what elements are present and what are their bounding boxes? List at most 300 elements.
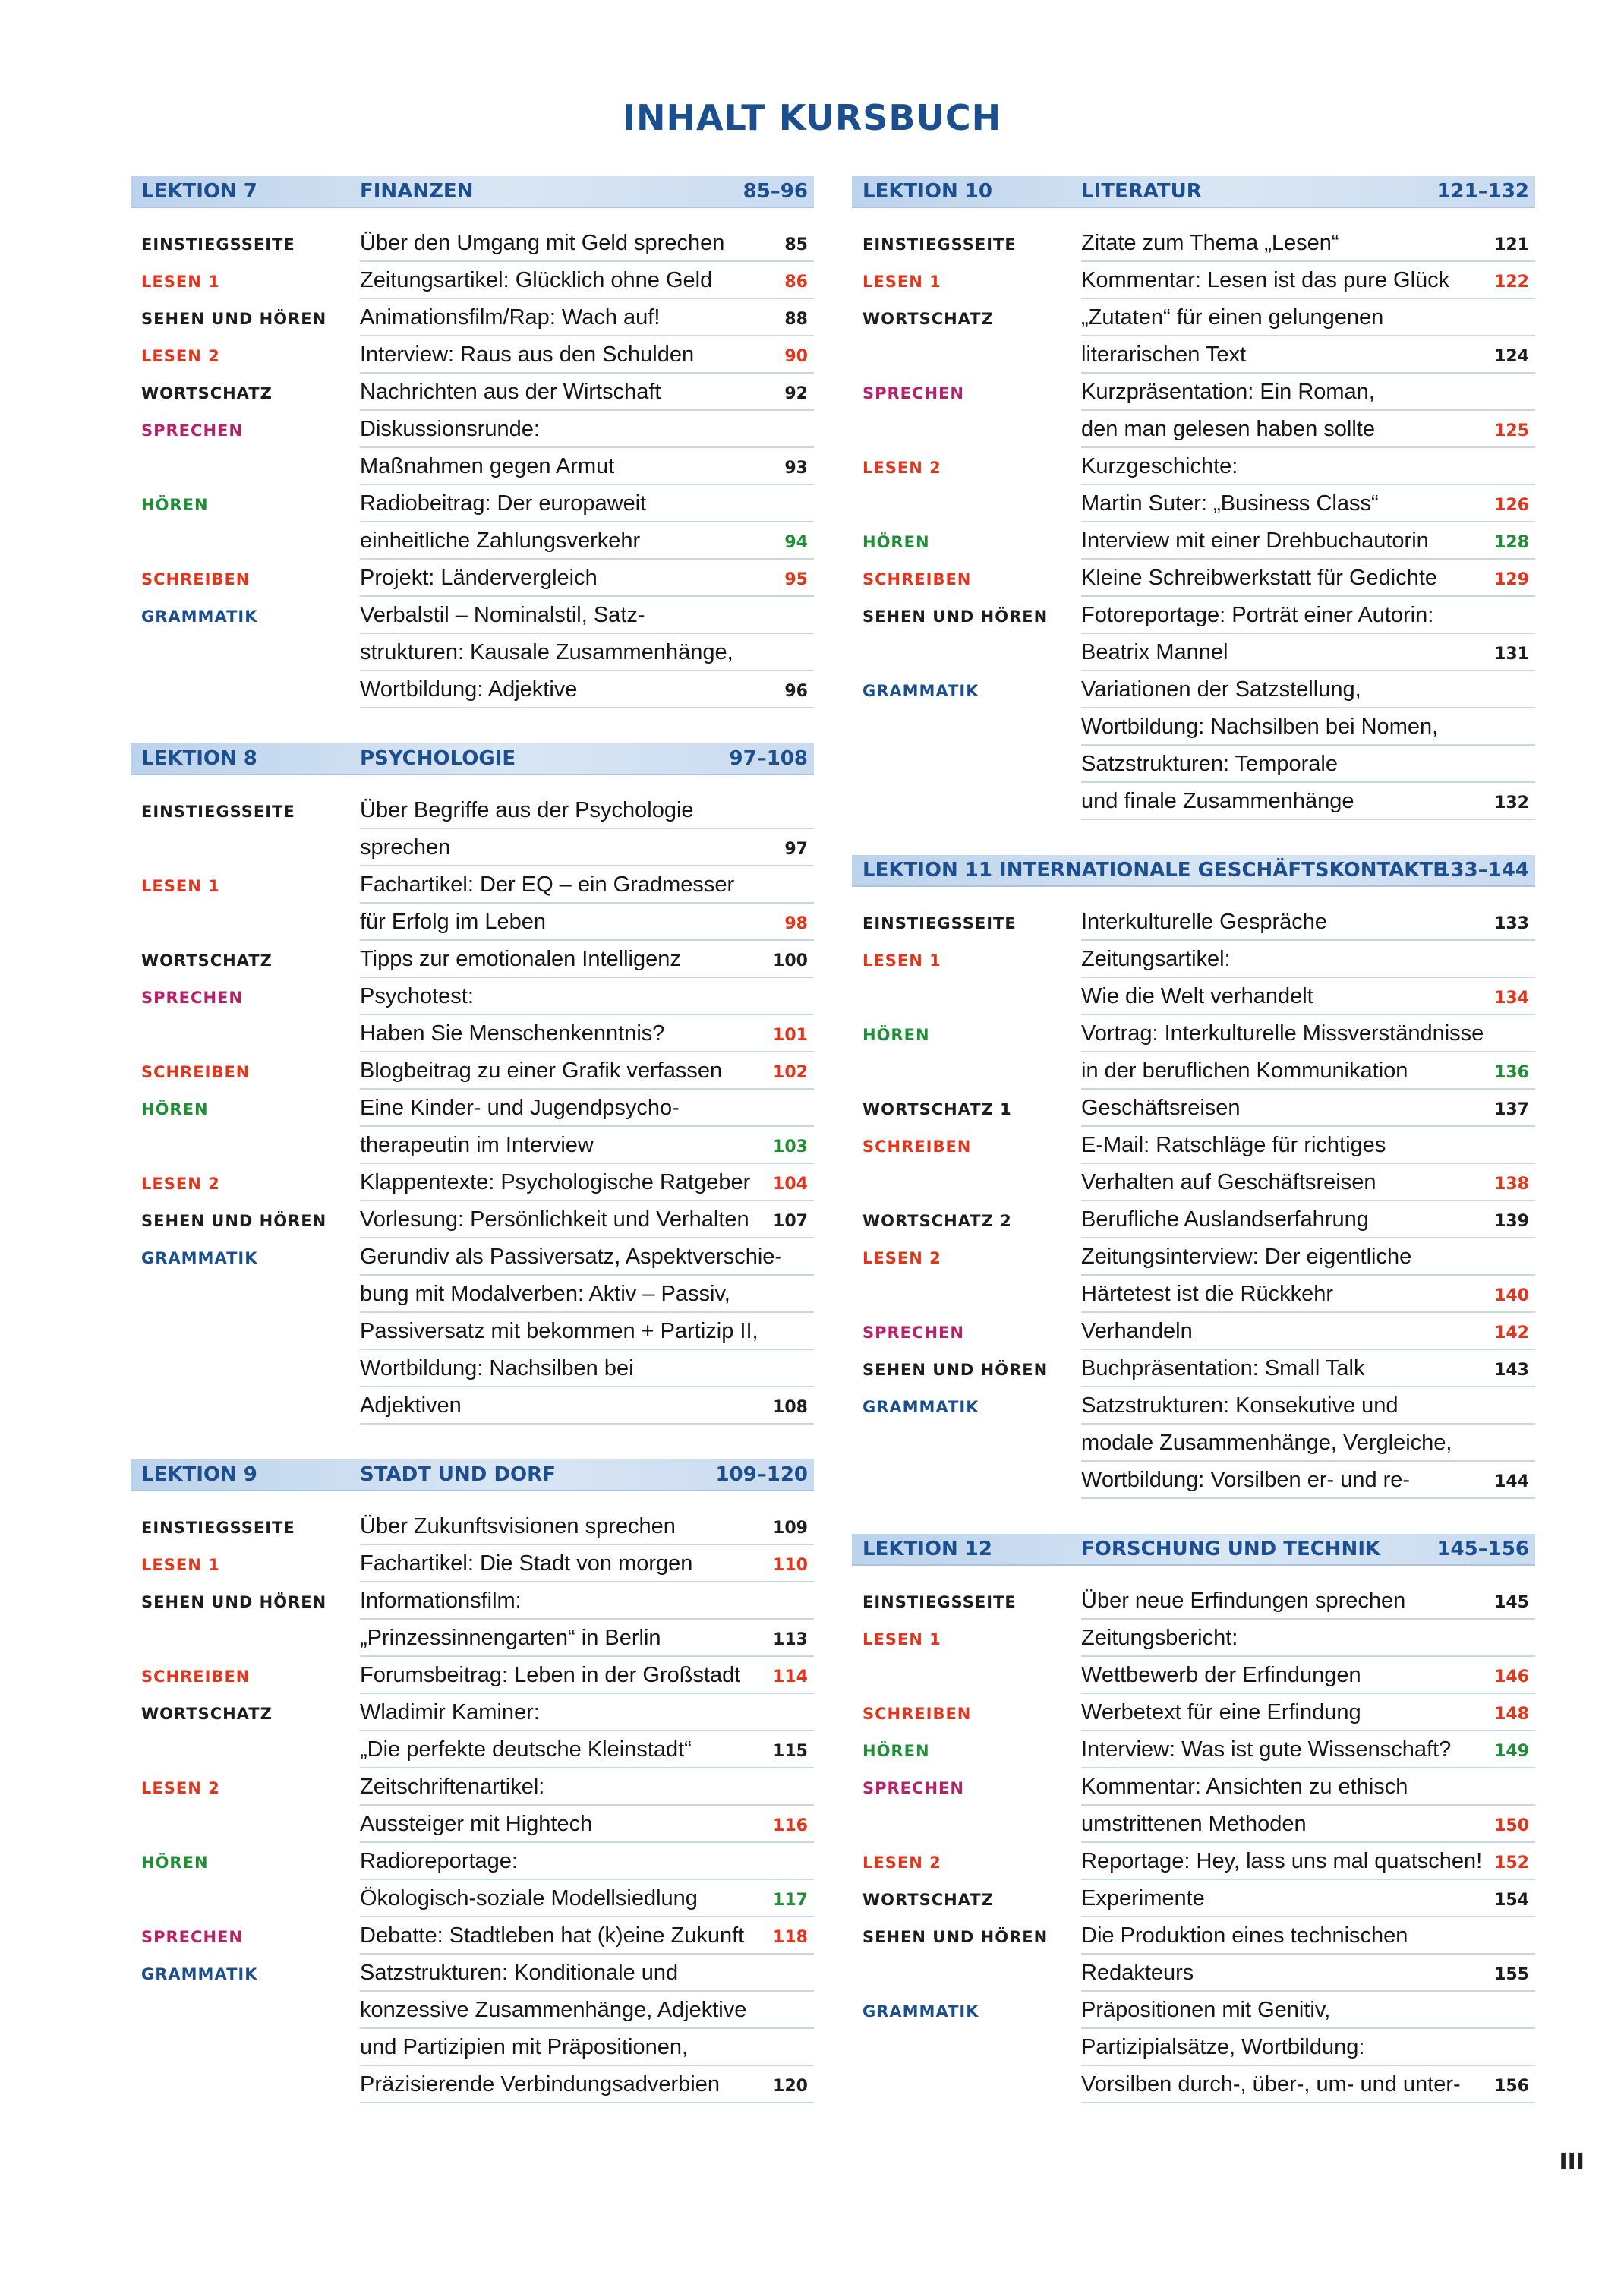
- section-label: SEHEN UND HÖREN: [862, 607, 1049, 626]
- lesson-spacer: [852, 1499, 1535, 1534]
- entry-line: [1081, 941, 1535, 978]
- toc-row[interactable]: [852, 597, 1535, 634]
- toc-row[interactable]: [131, 1620, 814, 1657]
- entry-line: [1081, 746, 1535, 783]
- entry-page: 124: [1494, 347, 1529, 366]
- entry-line: [360, 522, 814, 560]
- entry-line: [1081, 1582, 1535, 1620]
- toc-row[interactable]: [852, 374, 1535, 411]
- entry-page: 154: [1494, 1891, 1529, 1910]
- entry-title: und Partizipien mit Präpositionen,: [360, 2035, 689, 2059]
- entry-title: Interview: Was ist gute Wissenschaft?: [1081, 1737, 1452, 1762]
- entry-line: [1081, 225, 1535, 262]
- section-label: LESEN 1: [141, 273, 220, 291]
- toc-row[interactable]: [131, 560, 814, 597]
- toc-row[interactable]: [852, 1313, 1535, 1350]
- entry-title: Animationsfilm/Rap: Wach auf!: [360, 305, 661, 330]
- toc-row[interactable]: [131, 1238, 814, 1276]
- section-label: SEHEN UND HÖREN: [862, 1361, 1049, 1379]
- section-label: SEHEN UND HÖREN: [862, 1928, 1049, 1946]
- section-label: SCHREIBEN: [862, 570, 972, 588]
- section-label: SEHEN UND HÖREN: [141, 1593, 327, 1611]
- entry-line: [1081, 1238, 1535, 1276]
- entry-title: Blogbeitrag zu einer Grafik verfassen: [360, 1059, 723, 1083]
- toc-column-right: [852, 176, 1535, 2103]
- entry-title: Zeitungsinterview: Der eigentliche: [1081, 1245, 1412, 1269]
- entry-title: Partizipialsätze, Wortbildung:: [1081, 2035, 1365, 2059]
- section-label: LESEN 2: [862, 1249, 941, 1267]
- toc-row[interactable]: [131, 225, 814, 262]
- section-label: EINSTIEGSSEITE: [141, 803, 295, 821]
- toc-row[interactable]: [131, 1313, 814, 1350]
- entry-line: [360, 597, 814, 634]
- entry-page: 134: [1494, 989, 1529, 1008]
- toc-row[interactable]: [131, 1015, 814, 1052]
- toc-row[interactable]: [852, 1582, 1535, 1620]
- entry-line: [360, 1127, 814, 1164]
- entry-title: Kommentar: Ansichten zu ethisch: [1081, 1775, 1408, 1799]
- section-label: WORTSCHATZ: [862, 310, 994, 328]
- entry-page: 156: [1494, 2077, 1529, 2096]
- entry-line: [360, 1090, 814, 1127]
- toc-row[interactable]: [852, 448, 1535, 485]
- toc-row[interactable]: [852, 1015, 1535, 1052]
- toc-row[interactable]: [852, 485, 1535, 522]
- lesson-spacer: [131, 708, 814, 743]
- entry-title: umstrittenen Methoden: [1081, 1812, 1307, 1836]
- entry-line: [360, 448, 814, 485]
- toc-row[interactable]: [131, 1164, 814, 1201]
- toc-row[interactable]: [852, 783, 1535, 820]
- toc-row[interactable]: [852, 411, 1535, 448]
- toc-row[interactable]: [131, 829, 814, 866]
- entry-title: Passiversatz mit bekommen + Partizip II,: [360, 1319, 758, 1343]
- entry-page: 104: [773, 1175, 808, 1194]
- lesson-topic: STADT UND DORF: [360, 1463, 556, 1486]
- toc-row[interactable]: [131, 374, 814, 411]
- entry-page: 138: [1494, 1175, 1529, 1194]
- entry-title: „Die perfekte deutsche Kleinstadt“: [360, 1737, 692, 1762]
- entry-line: [1081, 1090, 1535, 1127]
- entry-line: [360, 1201, 814, 1238]
- entry-line: [360, 374, 814, 411]
- toc-row[interactable]: [131, 904, 814, 941]
- toc-row[interactable]: [852, 1843, 1535, 1880]
- entry-line: [1081, 597, 1535, 634]
- entry-title: Wladimir Kaminer:: [360, 1700, 540, 1724]
- entry-title: Gerundiv als Passiversatz, Aspektverschie-: [360, 1245, 783, 1269]
- entry-line: [1081, 2029, 1535, 2066]
- entry-line: [1081, 1768, 1535, 1806]
- toc-row[interactable]: [852, 1387, 1535, 1425]
- lesson-section: [131, 1459, 814, 2103]
- lesson-header[interactable]: [131, 176, 814, 208]
- toc-row[interactable]: [852, 1127, 1535, 1164]
- entry-line: [360, 829, 814, 866]
- entry-title: Kommentar: Lesen ist das pure Glück: [1081, 268, 1450, 292]
- toc-row[interactable]: [131, 1201, 814, 1238]
- lesson-page-range: 145–156: [1436, 1538, 1529, 1560]
- entry-title: Forumsbeitrag: Leben in der Großstadt: [360, 1663, 741, 1687]
- lesson-number: LEKTION 7: [141, 180, 257, 203]
- toc-row[interactable]: [852, 634, 1535, 671]
- section-label: LESEN 1: [141, 877, 220, 895]
- toc-row[interactable]: [131, 1508, 814, 1545]
- entry-title: Radioreportage:: [360, 1849, 518, 1873]
- entry-title: Werbetext für eine Erfindung: [1081, 1700, 1361, 1724]
- entry-title: Über den Umgang mit Geld sprechen: [360, 231, 725, 255]
- entry-page: 131: [1494, 645, 1529, 664]
- lesson-header[interactable]: [131, 743, 814, 775]
- toc-row[interactable]: [852, 336, 1535, 374]
- entry-line: [1081, 299, 1535, 336]
- entry-line: [1081, 1806, 1535, 1843]
- entry-line: [360, 792, 814, 829]
- lesson-entries: [852, 225, 1535, 820]
- toc-row[interactable]: [131, 1880, 814, 1917]
- entry-line: [360, 1164, 814, 1201]
- toc-row[interactable]: [131, 1052, 814, 1090]
- entry-title: Projekt: Ländervergleich: [360, 566, 598, 590]
- entry-title: Wettbewerb der Erfindungen: [1081, 1663, 1361, 1687]
- section-label: EINSTIEGSSEITE: [141, 1519, 295, 1537]
- entry-line: [1081, 1201, 1535, 1238]
- entry-title: Diskussionsrunde:: [360, 417, 540, 441]
- entry-title: Verbalstil – Nominalstil, Satz-: [360, 603, 645, 627]
- entry-line: [360, 1350, 814, 1387]
- lesson-spacer: [852, 820, 1535, 855]
- toc-column-left: [131, 176, 814, 2103]
- lesson-number: LEKTION 9: [141, 1463, 257, 1486]
- entry-title: sprechen: [360, 835, 451, 860]
- entry-page: 95: [784, 570, 808, 589]
- toc-row[interactable]: [131, 792, 814, 829]
- toc-row[interactable]: [852, 299, 1535, 336]
- section-label: LESEN 2: [141, 1175, 220, 1193]
- entry-line: [360, 262, 814, 299]
- toc-row[interactable]: [852, 1955, 1535, 1992]
- toc-row[interactable]: [852, 1917, 1535, 1955]
- entry-line: [1081, 485, 1535, 522]
- entry-line: [1081, 522, 1535, 560]
- entry-title: Martin Suter: „Business Class“: [1081, 491, 1379, 516]
- entry-page: 126: [1494, 496, 1529, 515]
- toc-row[interactable]: [852, 2029, 1535, 2066]
- entry-page: 118: [773, 1928, 808, 1947]
- lesson-entries: [131, 792, 814, 1425]
- toc-row[interactable]: [131, 941, 814, 978]
- toc-row[interactable]: [852, 1164, 1535, 1201]
- toc-row[interactable]: [852, 708, 1535, 746]
- entry-title: Zitate zum Thema „Lesen“: [1081, 231, 1339, 255]
- entry-line: [360, 560, 814, 597]
- toc-row[interactable]: [131, 1090, 814, 1127]
- entry-title: Fotoreportage: Porträt einer Autorin:: [1081, 603, 1434, 627]
- entry-page: 88: [784, 310, 808, 329]
- section-label: HÖREN: [862, 1026, 930, 1044]
- toc-row[interactable]: [852, 1657, 1535, 1694]
- lesson-header[interactable]: [852, 176, 1535, 208]
- entry-line: [360, 225, 814, 262]
- entry-line: [1081, 634, 1535, 671]
- toc-row[interactable]: [131, 1992, 814, 2029]
- entry-line: [360, 941, 814, 978]
- toc-row[interactable]: [131, 1955, 814, 1992]
- toc-row[interactable]: [852, 904, 1535, 941]
- toc-row[interactable]: [852, 978, 1535, 1015]
- entry-title: Vorsilben durch-, über-, um- und unter-: [1081, 2072, 1461, 2097]
- lesson-number: LEKTION 12: [862, 1538, 992, 1560]
- toc-row[interactable]: [852, 1806, 1535, 1843]
- lesson-header[interactable]: [852, 1534, 1535, 1566]
- entry-page: 139: [1494, 1212, 1529, 1231]
- section-label: EINSTIEGSSEITE: [862, 914, 1017, 932]
- entry-line: [1081, 1843, 1535, 1880]
- entry-title: Verhalten auf Geschäftsreisen: [1081, 1170, 1376, 1194]
- section-label: LESEN 2: [141, 347, 220, 365]
- lesson-entries: [131, 1508, 814, 2103]
- entry-line: [360, 1620, 814, 1657]
- toc-row[interactable]: [852, 1238, 1535, 1276]
- toc-row[interactable]: [852, 1350, 1535, 1387]
- lesson-entries: [131, 225, 814, 708]
- entry-title: modale Zusammenhänge, Vergleiche,: [1081, 1431, 1452, 1455]
- toc-row[interactable]: [131, 1545, 814, 1582]
- entry-title: in der beruflichen Kommunikation: [1081, 1059, 1408, 1083]
- toc-row[interactable]: [131, 485, 814, 522]
- entry-line: [1081, 1731, 1535, 1768]
- lesson-section: [852, 1534, 1535, 2103]
- toc-row[interactable]: [131, 597, 814, 634]
- entry-title: Haben Sie Menschenkenntnis?: [360, 1021, 665, 1046]
- entry-line: [360, 411, 814, 448]
- toc-row[interactable]: [852, 1201, 1535, 1238]
- lesson-section: [852, 176, 1535, 820]
- entry-line: [360, 1657, 814, 1694]
- toc-row[interactable]: [131, 1276, 814, 1313]
- entry-line: [360, 978, 814, 1015]
- toc-row[interactable]: [131, 1582, 814, 1620]
- entry-line: [1081, 1387, 1535, 1425]
- toc-row[interactable]: [852, 746, 1535, 783]
- entry-title: Variationen der Satzstellung,: [1081, 677, 1361, 702]
- entry-line: [360, 1768, 814, 1806]
- entry-line: [360, 1917, 814, 1955]
- entry-line: [360, 1694, 814, 1731]
- toc-row[interactable]: [852, 522, 1535, 560]
- entry-line: [360, 1880, 814, 1917]
- toc-row[interactable]: [852, 1620, 1535, 1657]
- entry-title: Satzstrukturen: Temporale: [1081, 752, 1338, 776]
- section-label: EINSTIEGSSEITE: [862, 235, 1017, 254]
- entry-title: Präpositionen mit Genitiv,: [1081, 1998, 1331, 2022]
- toc-row[interactable]: [131, 1917, 814, 1955]
- toc-row[interactable]: [852, 1425, 1535, 1462]
- section-label: GRAMMATIK: [141, 607, 258, 626]
- section-label: LESEN 2: [141, 1779, 220, 1797]
- entry-line: [1081, 1880, 1535, 1917]
- entry-title: Maßnahmen gegen Armut: [360, 454, 615, 478]
- entry-line: [1081, 1462, 1535, 1499]
- toc-row[interactable]: [131, 2029, 814, 2066]
- entry-page: 110: [773, 1556, 808, 1575]
- toc-row[interactable]: [131, 299, 814, 336]
- section-label: EINSTIEGSSEITE: [141, 235, 295, 254]
- section-label: SCHREIBEN: [862, 1137, 972, 1156]
- toc-row[interactable]: [131, 522, 814, 560]
- section-label: HÖREN: [862, 533, 930, 551]
- entry-title: Klappentexte: Psychologische Ratgeber: [360, 1170, 751, 1194]
- toc-row[interactable]: [852, 941, 1535, 978]
- toc-row[interactable]: [131, 671, 814, 708]
- toc-row[interactable]: [131, 634, 814, 671]
- entry-title: Tipps zur emotionalen Intelligenz: [360, 947, 681, 971]
- section-label: EINSTIEGSSEITE: [862, 1593, 1017, 1611]
- entry-title: Experimente: [1081, 1886, 1205, 1910]
- entry-line: [1081, 1992, 1535, 2029]
- entry-line: [360, 1545, 814, 1582]
- lesson-header[interactable]: [852, 855, 1535, 887]
- entry-page: 101: [773, 1026, 808, 1045]
- section-label: HÖREN: [141, 1854, 209, 1872]
- section-label: SEHEN UND HÖREN: [141, 1212, 327, 1230]
- toc-row[interactable]: [852, 1052, 1535, 1090]
- entry-line: [1081, 448, 1535, 485]
- toc-row[interactable]: [131, 1657, 814, 1694]
- lesson-topic: LITERATUR: [1081, 180, 1202, 203]
- entry-title: Über Begriffe aus der Psychologie: [360, 798, 694, 822]
- entry-line: [1081, 904, 1535, 941]
- toc-row[interactable]: [852, 560, 1535, 597]
- toc-row[interactable]: [852, 1694, 1535, 1731]
- toc-row[interactable]: [131, 448, 814, 485]
- toc-row[interactable]: [131, 1387, 814, 1425]
- entry-page: 93: [784, 459, 808, 478]
- entry-title: Satzstrukturen: Konditionale und: [360, 1961, 679, 1985]
- toc-row[interactable]: [852, 1768, 1535, 1806]
- section-label: HÖREN: [141, 496, 209, 514]
- entry-line: [1081, 374, 1535, 411]
- toc-row[interactable]: [131, 1694, 814, 1731]
- entry-title: Wortbildung: Nachsilben bei: [360, 1356, 634, 1380]
- toc-row[interactable]: [131, 411, 814, 448]
- toc-row[interactable]: [131, 866, 814, 904]
- toc-row[interactable]: [852, 1880, 1535, 1917]
- toc-row[interactable]: [131, 336, 814, 374]
- page-number: III: [1559, 2149, 1585, 2175]
- entry-title: Radiobeitrag: Der europaweit: [360, 491, 647, 516]
- toc-row[interactable]: [131, 1350, 814, 1387]
- toc-row[interactable]: [852, 262, 1535, 299]
- entry-line: [1081, 708, 1535, 746]
- entry-line: [360, 1955, 814, 1992]
- entry-title: Wie die Welt verhandelt: [1081, 984, 1313, 1008]
- lesson-entries: [852, 904, 1535, 1499]
- entry-title: Kurzpräsentation: Ein Roman,: [1081, 380, 1375, 404]
- toc-row[interactable]: [852, 1992, 1535, 2029]
- entry-title: Wortbildung: Nachsilben bei Nomen,: [1081, 715, 1439, 739]
- toc-row[interactable]: [131, 1731, 814, 1768]
- toc-row[interactable]: [131, 1768, 814, 1806]
- entry-title: für Erfolg im Leben: [360, 910, 547, 934]
- lesson-number: LEKTION 10: [862, 180, 992, 203]
- entry-title: Wortbildung: Adjektive: [360, 677, 578, 702]
- entry-line: [1081, 1657, 1535, 1694]
- toc-row[interactable]: [131, 1127, 814, 1164]
- entry-title: Interkulturelle Gespräche: [1081, 910, 1327, 934]
- toc-row[interactable]: [131, 1806, 814, 1843]
- section-label: GRAMMATIK: [862, 2002, 979, 2021]
- entry-title: Härtetest ist die Rückkehr: [1081, 1282, 1334, 1306]
- toc-row[interactable]: [852, 225, 1535, 262]
- section-label: LESEN 2: [862, 459, 941, 477]
- section-label: SCHREIBEN: [141, 1063, 251, 1081]
- entry-line: [1081, 1127, 1535, 1164]
- toc-row[interactable]: [131, 262, 814, 299]
- toc-row[interactable]: [852, 1276, 1535, 1313]
- toc-row[interactable]: [131, 978, 814, 1015]
- entry-page: 86: [784, 273, 808, 292]
- entry-line: [360, 671, 814, 708]
- entry-line: [1081, 978, 1535, 1015]
- entry-title: Zeitschriftenartikel:: [360, 1775, 545, 1799]
- toc-row[interactable]: [852, 671, 1535, 708]
- entry-page: 144: [1494, 1472, 1529, 1491]
- entry-line: [360, 1276, 814, 1313]
- toc-row[interactable]: [852, 1090, 1535, 1127]
- page-title: INHALT KURSBUCH: [622, 97, 1002, 138]
- lesson-topic: PSYCHOLOGIE: [360, 747, 516, 770]
- toc-row[interactable]: [852, 1462, 1535, 1499]
- entry-title: Aussteiger mit Hightech: [360, 1812, 593, 1836]
- entry-title: Debatte: Stadtleben hat (k)eine Zukunft: [360, 1923, 745, 1948]
- entry-page: 152: [1494, 1854, 1529, 1873]
- lesson-topic: FINANZEN: [360, 180, 474, 203]
- toc-row[interactable]: [131, 1843, 814, 1880]
- section-label: LESEN 1: [862, 1630, 941, 1649]
- entry-title: Berufliche Auslandserfahrung: [1081, 1207, 1369, 1232]
- entry-title: „Zutaten“ für einen gelungenen: [1081, 305, 1384, 330]
- section-label: SPRECHEN: [141, 1928, 243, 1946]
- entry-title: Zeitungsartikel: Glücklich ohne Geld: [360, 268, 713, 292]
- entry-title: bung mit Modalverben: Aktiv – Passiv,: [360, 1282, 730, 1306]
- entry-line: [1081, 2066, 1535, 2103]
- entry-page: 103: [773, 1137, 808, 1156]
- lesson-page-range: 133–144: [1436, 859, 1529, 882]
- lesson-header[interactable]: [131, 1459, 814, 1491]
- entry-page: 136: [1494, 1063, 1529, 1082]
- entry-page: 116: [773, 1816, 808, 1835]
- lesson-page-range: 109–120: [715, 1463, 808, 1486]
- lesson-topic: LEKTION 11 INTERNATIONALE GESCHÄFTSKONTAKTE: [862, 859, 1446, 882]
- entry-title: Beatrix Mannel: [1081, 640, 1228, 664]
- entry-title: Eine Kinder- und Jugendpsycho-: [360, 1096, 680, 1120]
- entry-title: Buchpräsentation: Small Talk: [1081, 1356, 1365, 1380]
- entry-line: [360, 1731, 814, 1768]
- lesson-page-range: 97–108: [729, 747, 808, 770]
- toc-row[interactable]: [852, 2066, 1535, 2103]
- toc-row[interactable]: [131, 2066, 814, 2103]
- entry-title: und finale Zusammenhänge: [1081, 789, 1354, 813]
- section-label: SPRECHEN: [862, 384, 964, 402]
- entry-page: 100: [773, 951, 808, 970]
- entry-page: 133: [1494, 914, 1529, 933]
- entry-page: 117: [773, 1891, 808, 1910]
- toc-row[interactable]: [852, 1731, 1535, 1768]
- section-label: LESEN 2: [862, 1854, 941, 1872]
- section-label: WORTSCHATZ 2: [862, 1212, 1012, 1230]
- entry-title: Präzisierende Verbindungsadverbien: [360, 2072, 720, 2097]
